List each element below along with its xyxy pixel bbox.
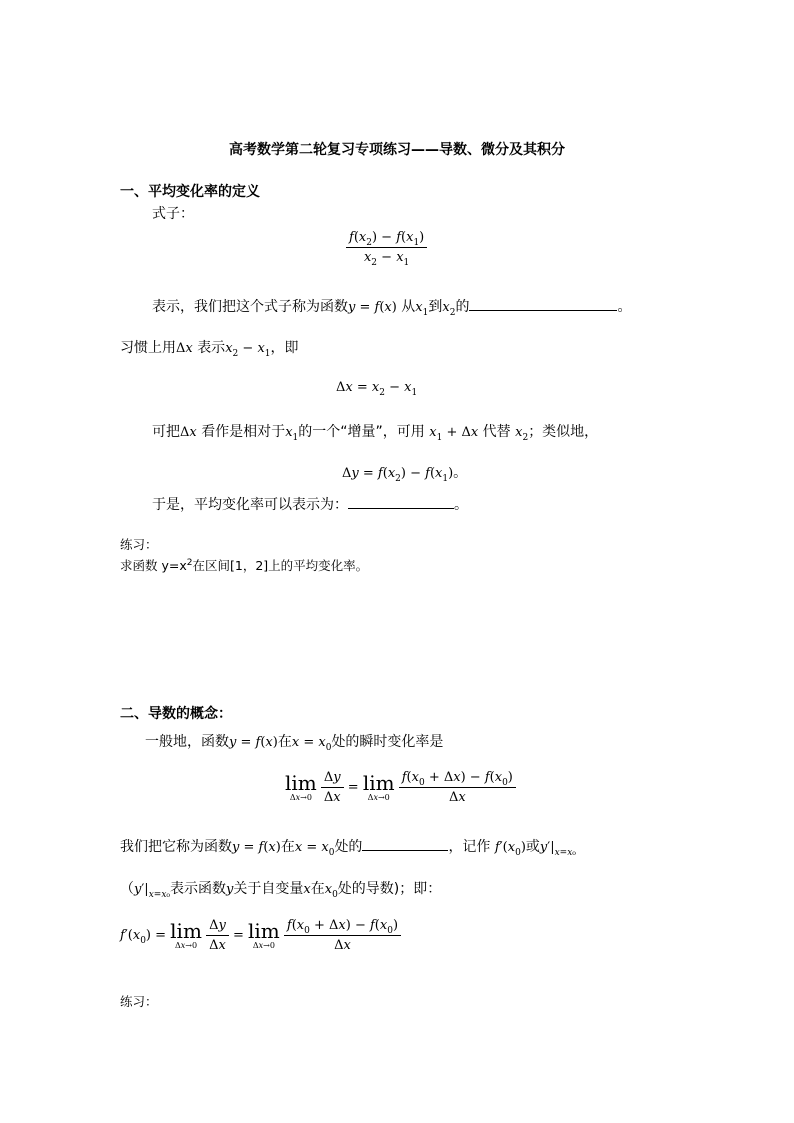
formula-intro: 式子： [152,206,194,222]
exercise1-label: 练习： [120,537,158,552]
section1-para1: 表示，我们把这个式子称为函数y = f(x) 从$x_1$到$x_2$的 。 [152,299,632,318]
average-rate-fraction: $\frac{f(x_2) - f(x_1)}{x_2 - x_1}$ [346,230,427,265]
fill-blank-3 [362,838,448,851]
delta-x-formula: $\Delta x = x_2 - x_1$ [336,380,418,398]
exercise2-label: 练习： [120,994,158,1009]
fill-blank-2 [348,496,454,509]
section2-heading: 二、导数的概念： [120,706,232,722]
section1-para5: 于是，平均变化率可以表示为： 。 [152,497,468,513]
section2-para2: 我们把它称为函数y = f(x)在$x = x_0$处的 ，记作 $f'(x_0)$或$y'|_{x=x_0}$ [120,839,576,858]
instantaneous-rate-formula: lim Δx→0 $\frac{\Delta y}{\Delta x}$ = lim Δx→0 $\frac{f(x_0 + \Delta x) - f(x_0)}{\Delta x}$ [285,770,516,805]
section2-para1: 一般地，函数y = f(x)在$x = x_0$处的瞬时变化率是 [145,734,444,753]
section1-para3: 可把Δx 看作是相对于$x_1$的一个“增量”，可用 $x_1 + \Delta x$ 代替 $x_2$；类似地， [152,424,599,443]
section1-para2: 习惯上用Δx 表示$x_2 - x_1$，即 [120,340,299,359]
exercise1-text: 求函数 $y=x^2$在区间[1，2]上的平均变化率。 [120,558,369,573]
fill-blank-1 [469,298,617,311]
page-title: 高考数学第二轮复习专项练习——导数、微分及其积分 [229,142,565,158]
section2-para3: （$y'|_{x=x_0}$表示函数y关于自变量x在$x_0$处的导数)；即： [120,881,442,900]
derivative-definition-formula: $f'(x_0)$ = lim Δx→0 $\frac{\Delta y}{\Delta x}$ = lim Δx→0 $\frac{f(x_0 + \Delta x) - f(x_0)}{\Delta x}$ [120,918,401,953]
delta-y-formula: $\Delta y = f(x_2) - f(x_1)$。 [342,465,468,484]
section1-heading: 一、平均变化率的定义 [120,184,260,200]
